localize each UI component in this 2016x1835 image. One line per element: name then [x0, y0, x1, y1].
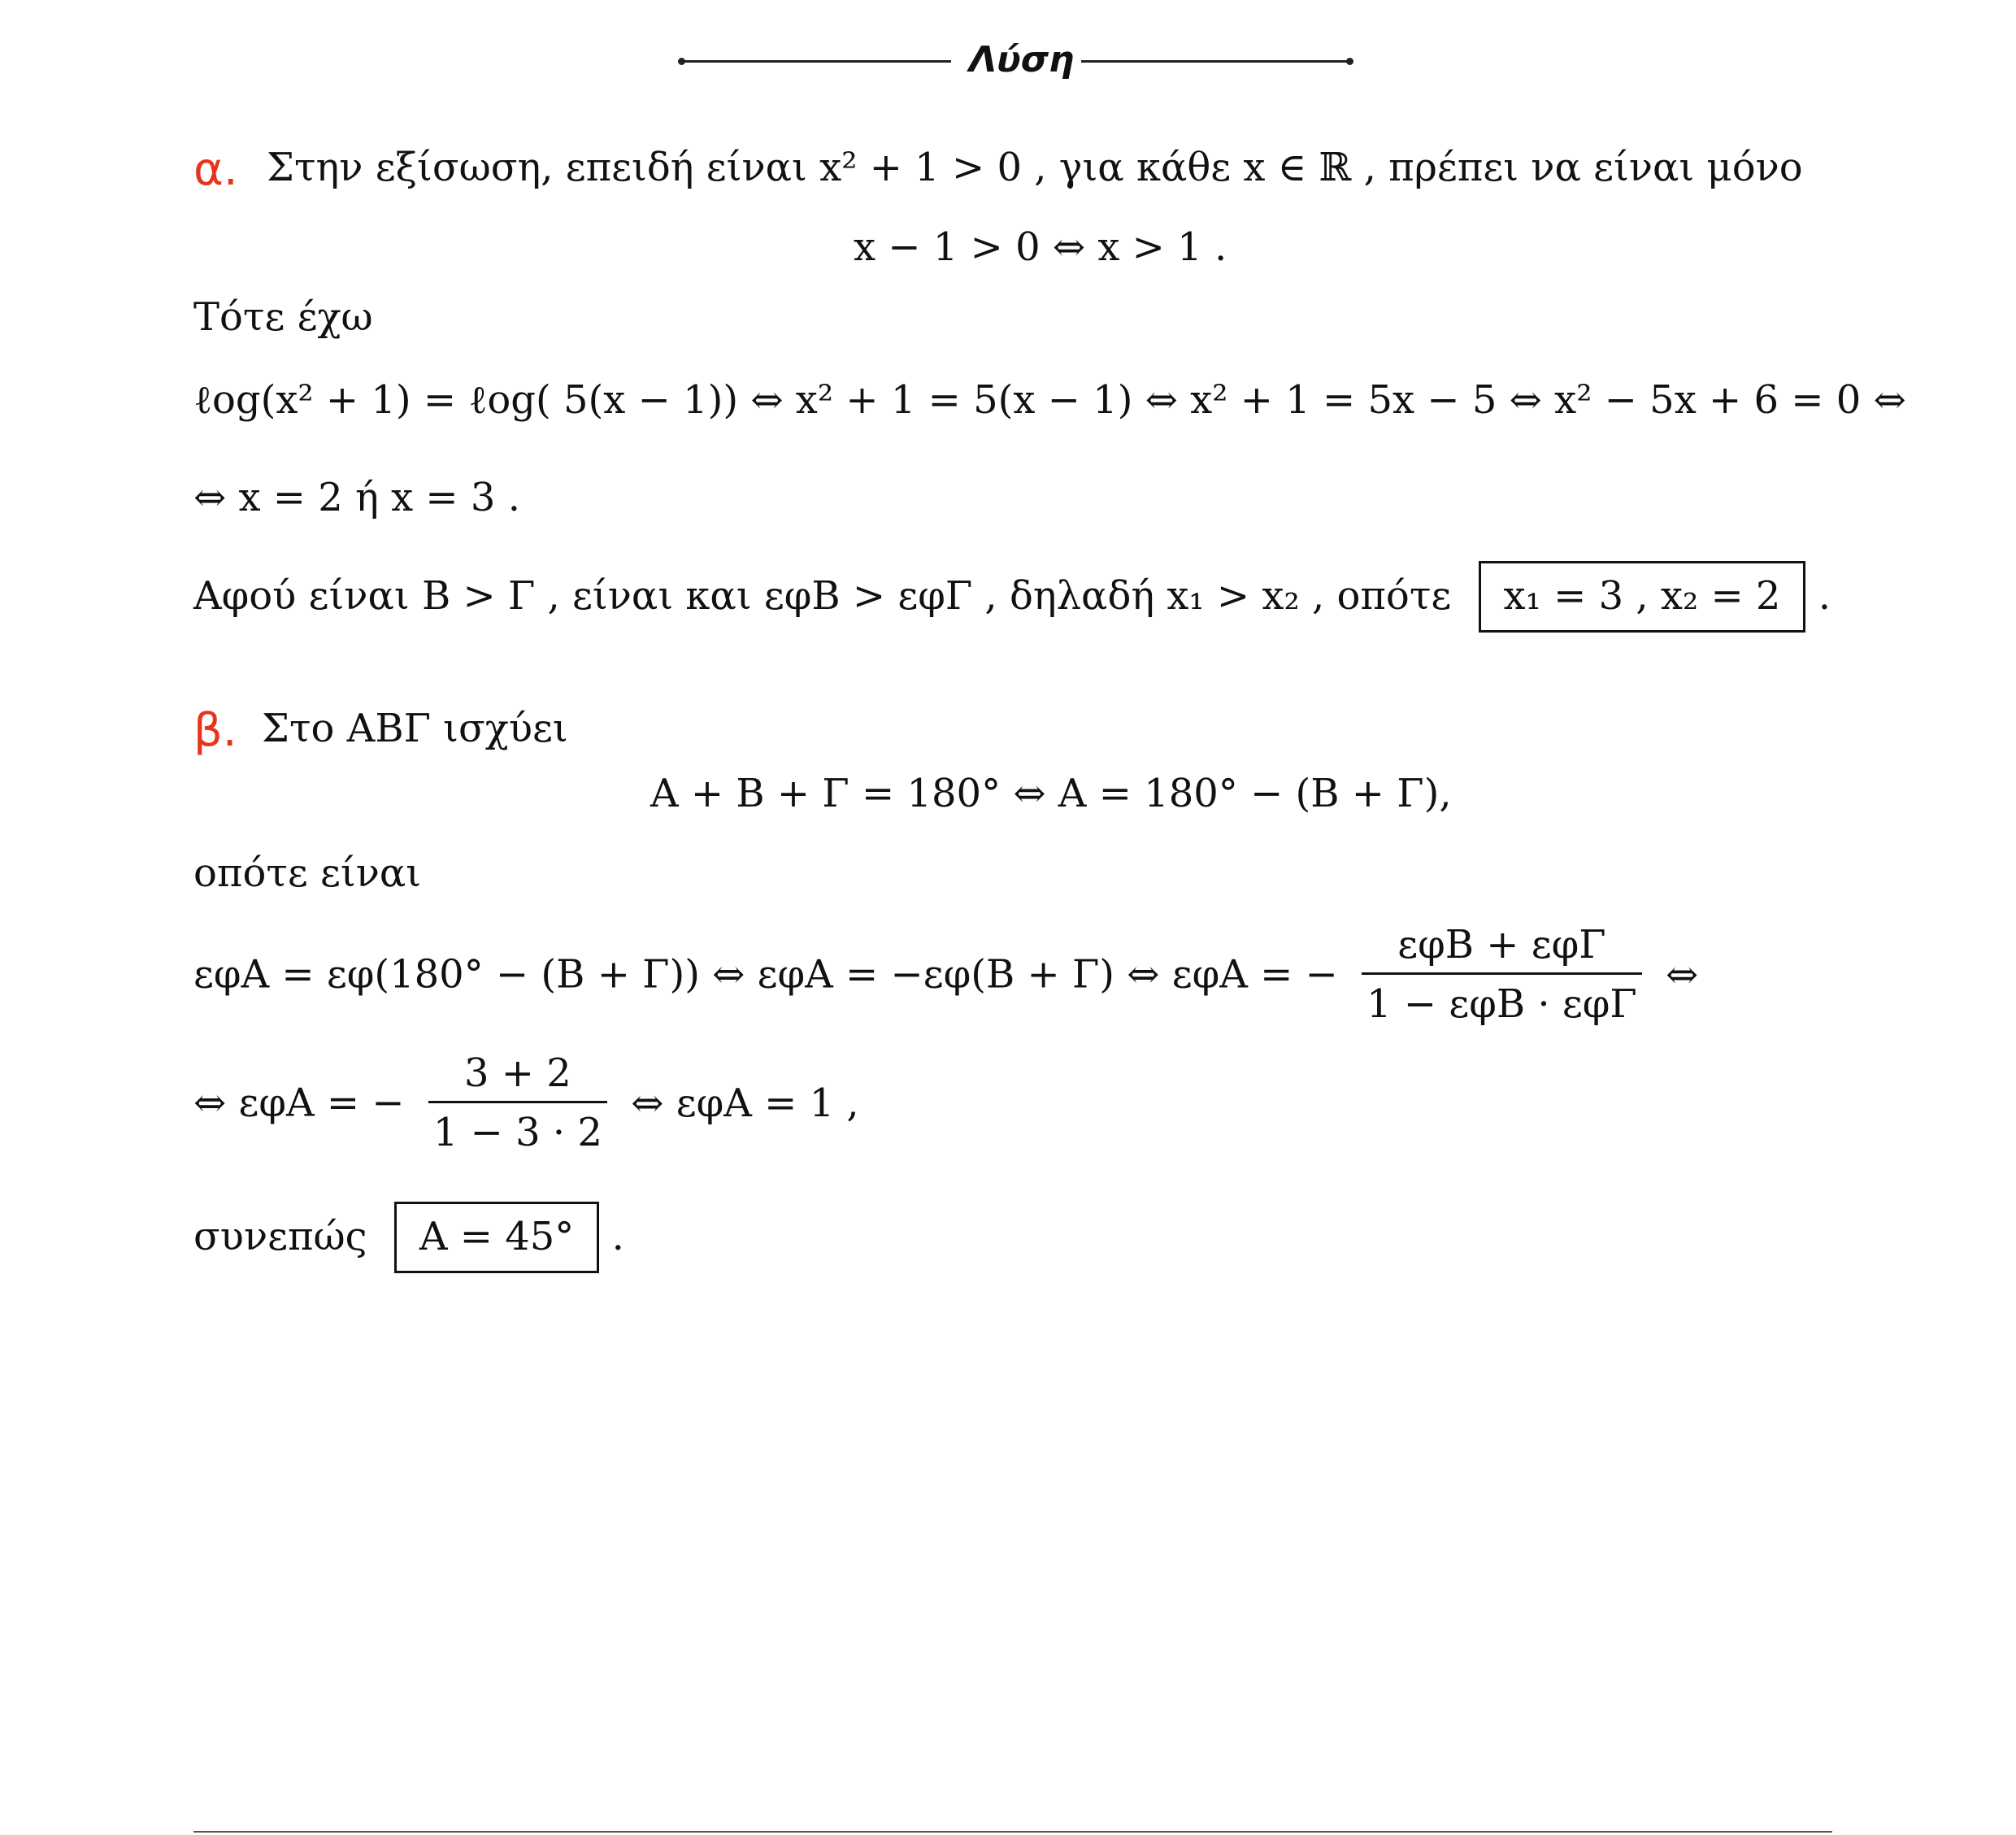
part-a-marker: α. [193, 143, 238, 196]
part-b-line5-end: ⇔ εφA = 1 , [631, 1080, 859, 1126]
part-a-line5: ⇔ x = 2 ή x = 3 . [193, 475, 520, 520]
fraction-numerator: εφB + εφΓ [1397, 922, 1606, 968]
part-b-line5 [193, 1050, 859, 1155]
part-a-line2: x − 1 > 0 ⇔ x > 1 . [854, 224, 1227, 270]
part-b-line6-end: . [611, 1214, 624, 1259]
header-left-rule [683, 60, 951, 63]
part-b-line5-text: ⇔ εφA = − [193, 1080, 405, 1126]
part-b-line4 [193, 922, 1699, 1027]
part-b-line4-end: ⇔ [1665, 951, 1699, 998]
part-b-line4-text: εφA = εφ(180° − (B + Γ)) ⇔ εφA = −εφ(B + Γ) ⇔ εφA = − [193, 951, 1338, 998]
part-b-marker: β. [193, 704, 237, 757]
part-b-line1: Στο ΑΒΓ ισχύει [262, 706, 568, 751]
fraction-denominator: 1 − εφB · εφΓ [1362, 972, 1642, 1024]
part-a-line6 [193, 561, 1831, 633]
part-a-line4: ℓog(x² + 1) = ℓog( 5(x − 1)) ⇔ x² + 1 = 5(x − 1) ⇔ x² + 1 = 5x − 5 ⇔ x² − 5x + 6 = 0 ⇔ [193, 377, 1906, 423]
footer-rule [193, 1831, 1832, 1833]
part-a-answer-box: x₁ = 3 , x₂ = 2 [1479, 561, 1806, 633]
part-a-line6-text: Αφού είναι B > Γ , είναι και εφB > εφΓ , δηλαδή x₁ > x₂ , οπότε [193, 573, 1452, 619]
part-a-line3: Τότε έχω [193, 294, 373, 340]
part-a-line1: Στην εξίσωση, επειδή είναι x² + 1 > 0 , για κάθε x ∈ ℝ , πρέπει να είναι μόνο [267, 145, 1803, 190]
fraction-denominator: 1 − 3 · 2 [428, 1101, 607, 1152]
part-b-line6-text: συνεπώς [193, 1214, 367, 1259]
part-b-line2: A + B + Γ = 180° ⇔ A = 180° − (B + Γ), [650, 771, 1452, 816]
header-right-rule [1081, 60, 1349, 63]
fraction-numerator: 3 + 2 [464, 1050, 571, 1096]
part-b-line6 [193, 1202, 624, 1273]
header-title: Λύση [969, 39, 1075, 80]
part-a-line6-end: . [1818, 573, 1831, 619]
part-b-line3: οπότε είναι [193, 850, 422, 896]
part-b-line4-fraction [1362, 922, 1642, 1027]
part-b-line5-fraction [428, 1050, 607, 1155]
part-b-answer-box: A = 45° [394, 1202, 599, 1273]
header-right-dot [1346, 58, 1353, 65]
